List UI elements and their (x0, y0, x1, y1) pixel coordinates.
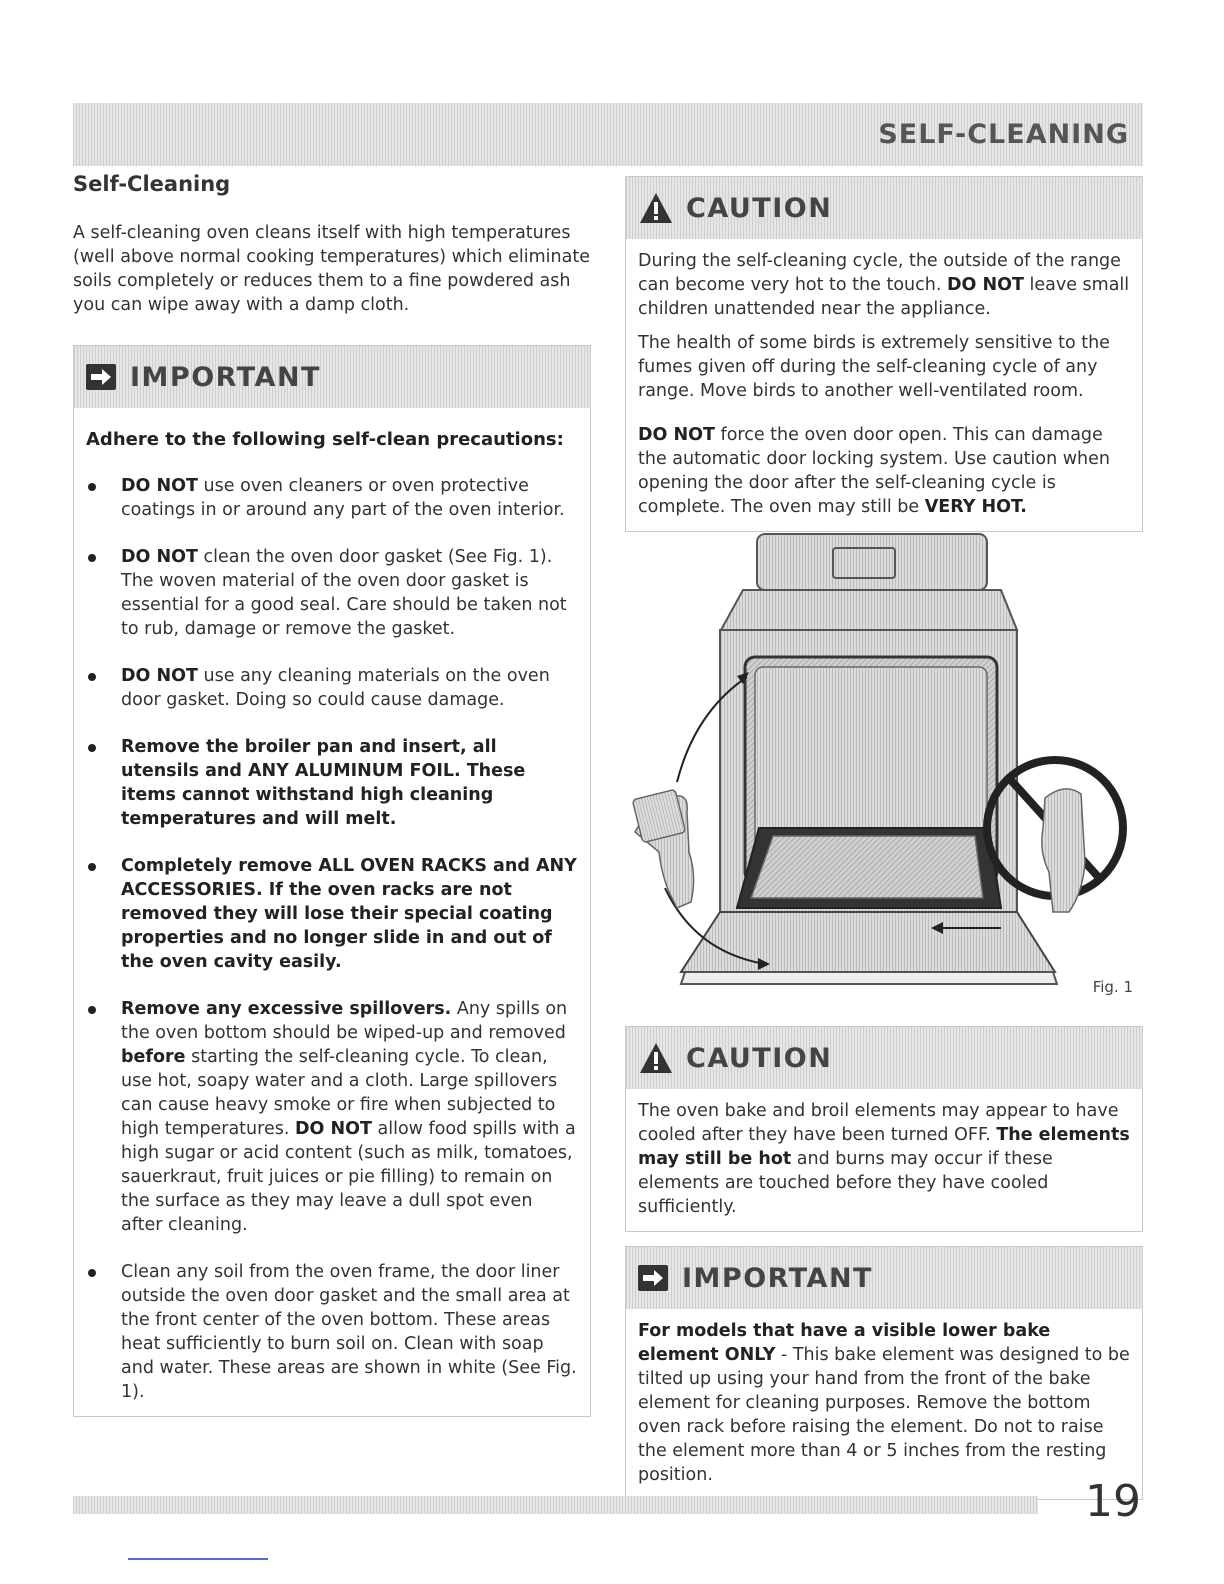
left-column (73, 172, 591, 1417)
precautions-list (86, 474, 578, 1404)
item-text: starting the self-cleaning cycle. To clean, use hot, soapy water and a cloth. Large spillovers can cause heavy smoke or fire when subjected to high temperatures. (121, 1047, 558, 1139)
caution-header (626, 1027, 1142, 1089)
important-box-bake-element (625, 1246, 1143, 1500)
text: leave small children unattended near the appliance. (638, 275, 1130, 319)
item-text: use any cleaning materials on the oven door gasket. Doing so could cause damage. (121, 666, 550, 710)
caution-body (626, 239, 1142, 531)
bold-text: Remove any excessive spillovers. (121, 999, 452, 1019)
caution-body (626, 1089, 1142, 1231)
arrow-right-icon (86, 364, 116, 390)
warning-triangle-icon (638, 191, 674, 225)
oven-figure (625, 532, 1143, 1004)
bold-text: VERY HOT. (924, 497, 1027, 517)
oven-drawing (625, 532, 1143, 1004)
bold-text: For models that have a visible lower bake element ONLY (638, 1321, 1051, 1365)
caution-paragraph: The health of some birds is extremely sensitive to the fumes given off during the self-cleaning cycle of any range. Move birds to another well-ventilated room. (638, 333, 1110, 401)
bold-text: DO NOT (294, 1119, 372, 1139)
bold-text: The elements may still be hot (638, 1125, 1130, 1169)
caution-box-self-clean (625, 176, 1143, 532)
list-item: Clean any soil from the oven frame, the door liner outside the oven door gasket and the small area at the front center of the oven bottom. These areas heat sufficiently to burn soil on. Clean with soap and water. These areas are shown in white (See Fig. 1). (86, 1260, 578, 1404)
list-item (86, 474, 578, 522)
text: During the self-cleaning cycle, the outside of the range can become very hot to the touch. (638, 251, 1121, 295)
text: and burns may occur if these elements are touched before they have cooled sufficiently. (638, 1149, 1053, 1217)
figure-caption: Fig. 1 (1092, 978, 1133, 996)
caution-label: CAUTION (686, 1042, 833, 1074)
warning-triangle-icon (638, 1041, 674, 1075)
item-text: allow food spills with a high sugar or acid content (such as milk, tomatoes, sauerkraut, fruit juices or pie filling) to remain on the surface as they may leave a dull spot even after cleaning. (121, 1119, 576, 1235)
caution-paragraph (638, 1099, 1130, 1219)
important-box-precautions (73, 345, 591, 1417)
list-item (86, 997, 578, 1237)
caution-label: CAUTION (686, 192, 833, 224)
section-banner (73, 103, 1143, 166)
list-item (86, 545, 578, 641)
important-paragraph (638, 1319, 1130, 1487)
banner-title: SELF-CLEANING (878, 119, 1129, 150)
caution-paragraph (638, 423, 1130, 519)
caution-paragraph (638, 249, 1130, 321)
arrow-right-icon (638, 1265, 668, 1291)
precautions-subhead: Adhere to the following self-clean precautions: (86, 429, 564, 450)
important-body (626, 1309, 1142, 1499)
important-label: IMPORTANT (682, 1262, 873, 1294)
text: - This bake element was designed to be tilted up using your hand from the front of the bake element for cleaning purposes. Remove the bottom oven rack before raising the element. Do not to raise the element more than 4 or 5 inches from the resting position. (638, 1345, 1130, 1485)
important-header (626, 1247, 1142, 1309)
important-body (74, 408, 590, 1416)
item-text: clean the oven door gasket (See Fig. 1). The woven material of the oven door gasket is essential for a good seal. Care should be taken not to rub, damage or remove the gasket. (121, 547, 567, 639)
bold-text: DO NOT (121, 547, 198, 567)
bold-text: DO NOT (121, 666, 198, 686)
bold-text: before (121, 1047, 186, 1067)
text: The oven bake and broil elements may appear to have cooled after they have been turned OFF. (638, 1101, 1119, 1145)
item-text: Any spills on the oven bottom should be wiped-up and removed (121, 999, 568, 1043)
item-text: use oven cleaners or oven protective coatings in or around any part of the oven interior. (121, 476, 565, 520)
text: force the oven door open. This can damage the automatic door locking system. Use caution when opening the door after the self-cleaning cycle is complete. The oven may still be (638, 425, 1111, 517)
intro-paragraph: A self-cleaning oven cleans itself with high temperatures (well above normal cooking temperatures) which eliminate soils completely or reduces them to a fine powdered ash you can wipe away with a damp cloth. (73, 223, 590, 315)
list-item: Completely remove ALL OVEN RACKS and ANY ACCESSORIES. If the oven racks are not removed they will lose their special coating properties and no longer slide in and out of the oven cavity easily. (86, 854, 578, 974)
footer-bar (73, 1496, 1038, 1514)
right-column (625, 176, 1143, 1500)
bold-text: DO NOT (946, 275, 1024, 295)
list-item: Remove the broiler pan and insert, all utensils and ANY ALUMINUM FOIL. These items cannot withstand high cleaning temperatures and will melt. (86, 735, 578, 831)
important-header (74, 346, 590, 408)
section-title: Self-Cleaning (73, 172, 231, 196)
caution-box-elements (625, 1026, 1143, 1232)
caution-header (626, 177, 1142, 239)
important-label: IMPORTANT (130, 361, 321, 393)
page-number: 19 (1085, 1476, 1141, 1527)
list-item (86, 664, 578, 712)
footer-rule (128, 1558, 268, 1560)
bold-text: DO NOT (121, 476, 198, 496)
bold-text: DO NOT (638, 425, 715, 445)
